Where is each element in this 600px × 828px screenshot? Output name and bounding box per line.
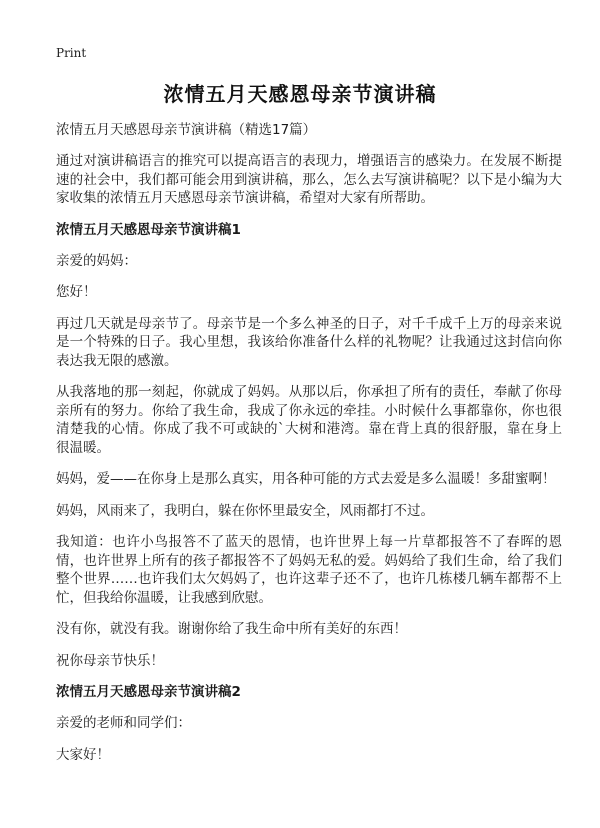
body-paragraph: 从我落地的那一刻起，你就成了妈妈。从那以后，你承担了所有的责任，奉献了你母亲所有的努力。你给了我生命，我成了你永远的牵挂。小时候什么事都靠你，你也很清楚我的心情。你成了我不可或缺的`大树和港湾。靠在背上真的很舒服，靠在身上很温暖。 [56, 384, 562, 456]
body-paragraph: 妈妈，爱——在你身上是那么真实，用各种可能的方式去爱是多么温暖！多甜蜜啊！ [56, 471, 556, 487]
body-paragraph: 再过几天就是母亲节了。母亲节是一个多么神圣的日子，对千千成千上万的母亲来说是一个特殊的日子。我心里想，我该给你准备什么样的礼物呢？让我通过这封信向你表达我无限的感激。 [56, 315, 562, 369]
greeting: 大家好！ [56, 746, 110, 763]
document-title: 浓情五月天感恩母亲节演讲稿 [163, 82, 437, 106]
document-body [56, 121, 562, 777]
section-heading-2: 浓情五月天感恩母亲节演讲稿2 [56, 684, 241, 700]
body-paragraph: 妈妈，风雨来了，我明白，躲在你怀里最安全，风雨都打不过。 [56, 502, 434, 519]
print-link[interactable]: Print [56, 46, 87, 60]
greeting: 您好！ [56, 284, 97, 300]
document-subtitle: 浓情五月天感恩母亲节演讲稿（精选17篇） [56, 122, 317, 138]
section-heading-1: 浓情五月天感恩母亲节演讲稿1 [56, 221, 241, 238]
intro-paragraph: 通过对演讲稿语言的推究可以提高语言的表现力，增强语言的感染力。在发展不断提速的社会中，我们都可能会用到演讲稿，那么，怎么去写演讲稿呢？以下是小编为大家收集的浓情五月天感恩母亲节演讲稿，希望对大家有所帮助。 [56, 153, 562, 206]
body-paragraph: 没有你，就没有我。谢谢你给了我生命中所有美好的东西！ [56, 621, 407, 637]
closing-wish: 祝你母亲节快乐！ [56, 652, 164, 669]
salutation: 亲爱的妈妈： [56, 252, 137, 269]
salutation: 亲爱的老师和同学们： [56, 715, 191, 731]
body-paragraph: 我知道：也许小鸟报答不了蓝天的恩情，也许世界上每一片草都报答不了春晖的恩情，也许世界上所有的孩子都报答不了妈妈无私的爱。妈妈给了我们生命，给了我们整个世界……也许我们太欠妈妈了，也许这辈子还不了，也许几栋楼几辆车都帮不上忙，但我给你温暖，让我感到欣慰。 [56, 534, 562, 606]
